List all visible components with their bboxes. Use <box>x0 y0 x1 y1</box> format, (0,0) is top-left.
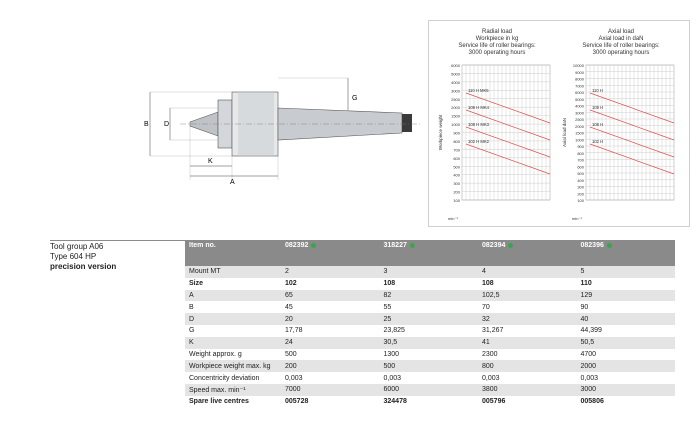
axial-curve-label: 109 H <box>592 105 604 110</box>
cell-value: 0,003 <box>285 374 303 382</box>
radial-y-tick: 300 <box>453 181 460 187</box>
radial-curve-label: 108 H MK3 <box>468 122 489 127</box>
cell-value: 24 <box>285 339 293 347</box>
cell-value: 17,78 <box>285 327 303 335</box>
radial-y-tick: 500 <box>453 164 460 170</box>
axial-y-tick: 800 <box>577 150 584 156</box>
type-label: Type 604 HP <box>50 252 97 261</box>
radial-y-tick: 900 <box>453 130 460 136</box>
axial-title-line-1: Axial load <box>607 29 634 35</box>
cell-value: 45 <box>285 303 293 311</box>
axial-x-unit: min⁻¹ <box>572 216 582 221</box>
cell-value: 005728 <box>285 398 309 406</box>
cell-value: 005796 <box>482 398 506 406</box>
cell-value: 2 <box>285 268 289 276</box>
cell-value: 800 <box>482 362 494 370</box>
axial-y-label: Axial load daN <box>562 117 567 148</box>
row-label: D <box>189 315 195 323</box>
axial-y-tick: 700 <box>577 157 584 163</box>
cell-value: 41 <box>482 339 490 347</box>
row-label: Speed max. min⁻¹ <box>189 386 246 394</box>
row-label: Workpiece weight max. kg <box>189 362 271 370</box>
table-row <box>185 278 675 290</box>
cell-value: 0,003 <box>383 374 402 382</box>
axial-y-tick: 300 <box>577 184 584 190</box>
header-item-number: 318227 <box>383 242 407 249</box>
cell-value: 7000 <box>285 386 301 394</box>
spec-title-block <box>50 242 116 272</box>
cell-value: 6000 <box>383 386 400 394</box>
table-row <box>185 360 675 372</box>
dim-d-label: D <box>164 121 170 128</box>
cell-value: 31,267 <box>482 327 504 335</box>
load-charts-svg <box>429 21 689 226</box>
axial-curve-label: 108 H <box>592 122 604 127</box>
load-charts-panel <box>428 20 690 227</box>
radial-y-tick: 4000 <box>451 79 460 85</box>
availability-dot-icon <box>311 243 316 248</box>
cell-value: 50,5 <box>580 339 595 347</box>
radial-y-label: Workpiece weight <box>438 114 443 151</box>
table-row <box>185 384 675 396</box>
cell-value: 500 <box>383 362 396 370</box>
row-label: G <box>189 327 195 335</box>
table-row <box>185 337 675 349</box>
header-item-318227 <box>380 240 479 266</box>
radial-y-tick: 2000 <box>451 105 460 111</box>
row-label: Weight approx. g <box>189 350 242 358</box>
axial-y-tick: 400 <box>577 177 584 183</box>
cell-value: 30,5 <box>383 339 398 347</box>
axial-title-line-2: Axial load in daN <box>598 36 644 42</box>
availability-dot-icon <box>508 243 513 248</box>
cell-value: 44,399 <box>580 327 602 335</box>
cell-value: 0,003 <box>580 374 599 382</box>
radial-y-tick: 200 <box>453 189 460 195</box>
axial-y-tick: 2500 <box>575 117 584 122</box>
row-label: Concentricity deviation <box>189 374 260 382</box>
radial-y-tick: 100 <box>453 198 460 203</box>
cell-value: 110 <box>580 280 592 288</box>
dim-k-label: K <box>208 158 213 165</box>
cell-value: 1300 <box>383 350 400 358</box>
cell-value: 23,825 <box>383 327 405 335</box>
cell-value: 0,003 <box>482 374 500 382</box>
table-row <box>185 372 675 384</box>
cell-value: 005806 <box>580 398 604 406</box>
version-label: precision version <box>50 262 117 271</box>
cell-value: 2000 <box>580 362 597 370</box>
cell-value: 324478 <box>383 398 407 406</box>
dim-a-label: A <box>230 179 235 186</box>
cell-value: 20 <box>285 315 293 323</box>
axial-y-tick: 8000 <box>575 76 584 82</box>
cell-value: 500 <box>285 350 297 358</box>
radial-y-tick: 2500 <box>451 96 460 102</box>
table-row <box>185 396 675 408</box>
radial-y-tick: 1000 <box>451 122 460 128</box>
axial-title-line-3: Service life of roller bearings: <box>582 43 660 49</box>
radial-title-line-4: 3000 operating hours <box>468 50 526 56</box>
cell-value: 108 <box>383 280 396 288</box>
dim-g-label: G <box>352 95 358 102</box>
radial-y-tick: 600 <box>453 155 460 161</box>
cell-value: 25 <box>383 315 392 323</box>
radial-y-tick: 800 <box>453 138 460 144</box>
axial-y-tick: 200 <box>577 191 584 197</box>
cell-value: 5 <box>580 268 585 276</box>
cell-value: 102,5 <box>482 291 500 299</box>
radial-title-line-3: Service life of roller bearings: <box>458 43 536 49</box>
axial-y-tick: 900 <box>577 144 584 149</box>
availability-dot-icon <box>410 243 415 248</box>
cell-value: 108 <box>482 280 494 288</box>
axial-title-line-4: 3000 operating hours <box>592 50 650 56</box>
axial-y-tick: 1000 <box>575 137 584 143</box>
table-row <box>185 301 675 313</box>
row-label: Spare live centres <box>189 398 249 406</box>
cell-value: 4700 <box>580 350 597 358</box>
header-item-number: 082392 <box>285 242 309 249</box>
cell-value: 40 <box>580 315 589 323</box>
axial-y-tick: 100 <box>577 198 584 203</box>
table-row <box>185 349 675 361</box>
axial-y-tick: 600 <box>577 164 584 170</box>
axial-y-tick: 3000 <box>575 110 584 116</box>
cell-value: 65 <box>285 291 293 299</box>
cell-value: 90 <box>580 303 589 311</box>
axial-y-tick: 9000 <box>575 69 584 75</box>
tool-group-label: Tool group A06 <box>50 242 104 251</box>
cell-value: 129 <box>580 291 593 299</box>
table-row <box>185 266 675 278</box>
table-row <box>185 325 675 337</box>
header-item-no: Item no. <box>185 240 281 266</box>
row-label: K <box>189 339 194 347</box>
header-item-082392 <box>281 240 380 266</box>
axial-y-tick: 7000 <box>575 83 584 89</box>
table-row <box>185 313 675 325</box>
availability-dot-icon <box>607 243 612 248</box>
cell-value: 3800 <box>482 386 498 394</box>
axial-curve-label: 110 H <box>592 88 603 93</box>
cell-value: 4 <box>482 268 486 276</box>
cell-value: 70 <box>482 303 490 311</box>
table-row <box>185 290 675 302</box>
row-label: A <box>189 291 194 299</box>
radial-curve-label: 109 H MK4 <box>468 105 489 110</box>
radial-curve-label: 110 H MK5 <box>468 88 489 93</box>
radial-y-tick: 400 <box>453 172 460 178</box>
header-item-number: 082394 <box>482 242 506 249</box>
row-label: B <box>189 303 194 311</box>
axial-y-tick: 6000 <box>575 90 584 95</box>
axial-y-tick: 2000 <box>575 123 584 129</box>
spec-table <box>185 240 675 408</box>
radial-title-line-1: Radial load <box>481 29 513 35</box>
header-item-number: 082396 <box>580 242 604 249</box>
cell-value: 55 <box>383 303 392 311</box>
radial-y-tick: 6000 <box>451 63 460 68</box>
cell-value: 32 <box>482 315 490 323</box>
dim-b-label: B <box>144 121 149 128</box>
cell-value: 82 <box>383 291 392 299</box>
radial-y-tick: 5000 <box>451 71 460 77</box>
axial-y-tick: 5000 <box>575 96 584 102</box>
cell-value: 2300 <box>482 350 498 358</box>
axial-y-tick: 500 <box>577 171 584 176</box>
axial-curve-line <box>590 144 674 174</box>
axial-curve-label: 102 H <box>592 139 604 144</box>
axial-y-tick: 1500 <box>575 130 584 136</box>
cell-value: 3000 <box>580 386 597 394</box>
spec-divider <box>50 240 185 241</box>
header-item-082394 <box>478 240 577 266</box>
radial-title-line-2: Workpiece in kg <box>475 36 519 42</box>
table-header-row <box>185 240 675 266</box>
radial-y-tick: 700 <box>453 147 460 153</box>
cell-value: 102 <box>285 280 297 288</box>
radial-curve-label: 102 H MK2 <box>468 139 489 144</box>
cell-value: 3 <box>383 268 388 276</box>
radial-x-unit: min⁻¹ <box>448 216 458 221</box>
radial-curve-line <box>466 144 550 174</box>
row-label: Size <box>189 280 204 288</box>
live-centre-drawing <box>130 70 430 190</box>
radial-y-tick: 1500 <box>451 113 460 119</box>
header-item-082396 <box>577 240 676 266</box>
row-label: Mount MT <box>189 268 221 276</box>
axial-y-tick: 10000 <box>572 63 584 68</box>
axial-y-tick: 4000 <box>575 103 584 109</box>
radial-y-tick: 3000 <box>451 88 460 94</box>
cell-value: 200 <box>285 362 297 370</box>
